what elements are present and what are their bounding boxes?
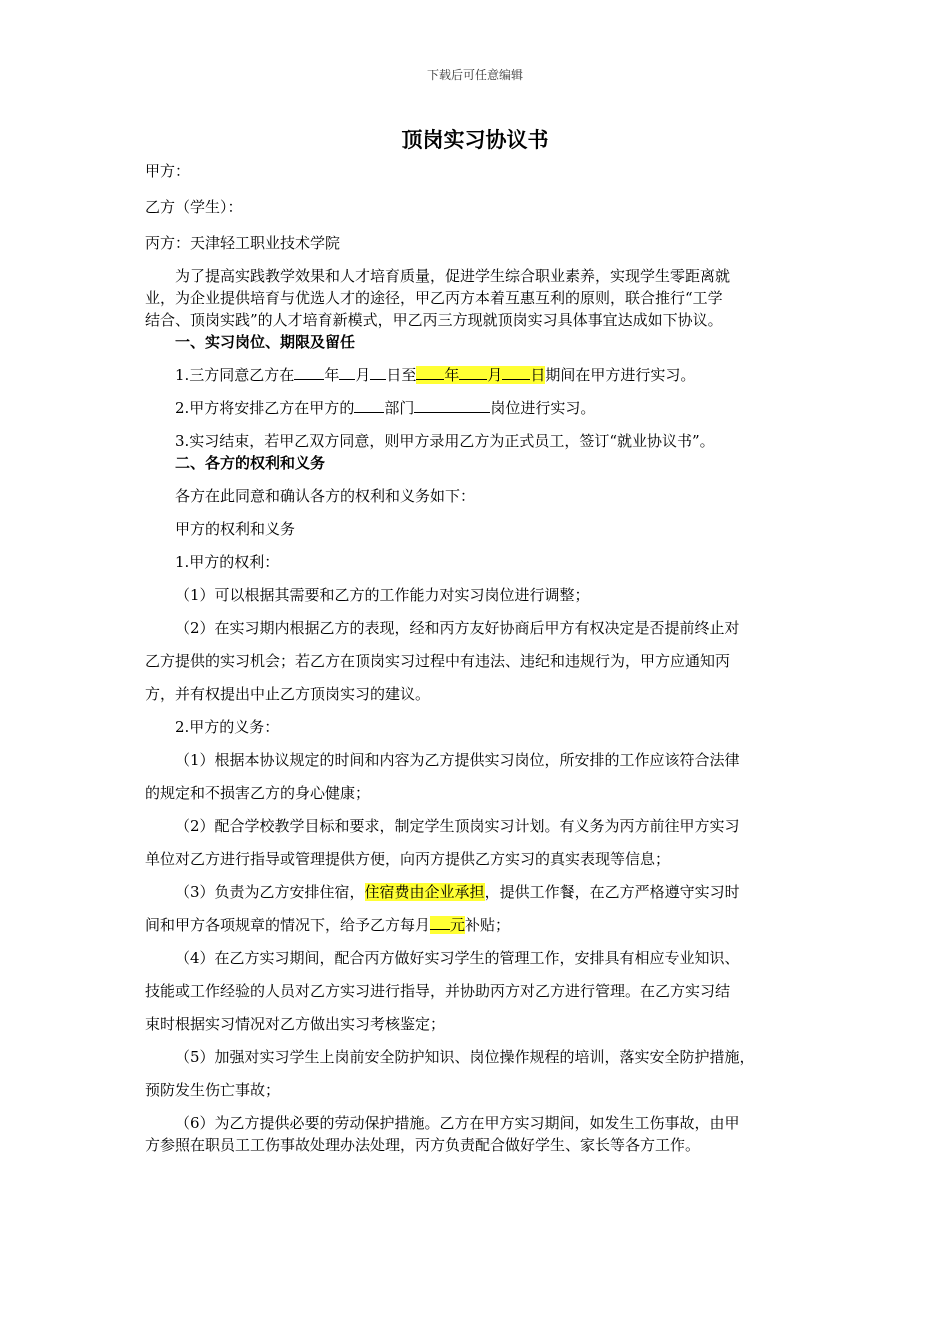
- duty-3-line-2: [145, 914, 807, 936]
- duty-3-text-a: （3）负责为乙方安排住宿，: [175, 883, 365, 901]
- end-day-blank: [502, 364, 530, 380]
- party-a-line: 甲方：: [145, 162, 191, 180]
- duty-2-line-1: （2）配合学校教学目标和要求，制定学生顶岗实习计划。有义务为丙方前往甲方实习: [175, 817, 740, 835]
- item-2-text-a: 2.甲方将安排乙方在甲方的: [175, 399, 355, 417]
- section-1-item-2: [145, 397, 807, 419]
- duty-2-line-2: 单位对乙方进行指导或管理提供方便，向丙方提供乙方实习的真实表现等信息；: [145, 850, 671, 868]
- accommodation-fee-highlight: 住宿费由企业承担: [364, 883, 485, 901]
- duty-5-line-1: （5）加强对实习学生上岗前安全防护知识、岗位操作规程的培训，落实安全防护措施，: [175, 1048, 755, 1066]
- section-1-heading: 一、实习岗位、期限及留任: [175, 333, 356, 351]
- party-a-duties-title: 2.甲方的义务：: [175, 718, 280, 736]
- right-2-line-1: （2）在实习期内根据乙方的表现，经和丙方友好协商后甲方有权决定是否提前终止对: [175, 619, 740, 637]
- end-date-highlight: [416, 366, 545, 384]
- duty-4-line-2: 技能或工作经验的人员对乙方实习进行指导，并协助丙方对乙方进行管理。在乙方实习结: [145, 982, 731, 1000]
- intro-line-1: 为了提高实践教学效果和人才培育质量，促进学生综合职业素养，实现学生零距离就: [175, 267, 731, 285]
- item-1-text-a: 1.三方同意乙方在: [175, 366, 295, 384]
- item-1-text-e: 年: [444, 366, 460, 384]
- duty-3-text-d: 间和甲方各项规章的情况下，给予乙方每月: [145, 916, 431, 934]
- item-2-text-b: 部门: [384, 399, 415, 417]
- end-year-blank: [416, 364, 444, 380]
- end-month-blank: [459, 364, 487, 380]
- subsidy-amount-blank: [430, 914, 450, 930]
- duty-4-line-1: （4）在乙方实习期间，配合丙方做好实习学生的管理工作，安排具有相应专业知识、: [175, 949, 740, 967]
- item-1-text-b: 年: [324, 366, 340, 384]
- duty-6-line-2: 方参照在职员工工伤事故处理办法处理，丙方负责配合做好学生、家长等各方工作。: [145, 1136, 701, 1154]
- party-a-rights-duties-title: 甲方的权利和义务: [175, 520, 296, 538]
- section-2-intro: 各方在此同意和确认各方的权利和义务如下：: [175, 487, 476, 505]
- duty-3-line-1: [145, 881, 807, 903]
- right-1: （1）可以根据其需要和乙方的工作能力对实习岗位进行调整；: [175, 586, 590, 604]
- party-b-line: 乙方（学生）：: [145, 198, 243, 216]
- duty-1-line-1: （1）根据本协议规定的时间和内容为乙方提供实习岗位，所安排的工作应该符合法律: [175, 751, 740, 769]
- intro-line-2: 业，为企业提供培育与优选人才的途径，甲乙丙方本着互惠互利的原则，联合推行“工学: [145, 289, 723, 307]
- section-2-heading: 二、各方的权利和义务: [175, 454, 326, 472]
- section-1-item-3: 3.实习结束，若甲乙双方同意，则甲方录用乙方为正式员工，签订“就业协议书”。: [175, 432, 715, 450]
- right-2-line-3: 方，并有权提出中止乙方顶岗实习的建议。: [145, 685, 431, 703]
- item-1-text-d: 日至: [386, 366, 417, 384]
- day-blank: [370, 364, 386, 380]
- duty-3-text-f: 补贴；: [465, 916, 511, 934]
- duty-3-text-c: ，提供工作餐，在乙方严格遵守实习时: [484, 883, 740, 901]
- duty-5-line-2: 预防发生伤亡事故；: [145, 1081, 281, 1099]
- month-blank: [339, 364, 355, 380]
- document-title: 顶岗实习协议书: [401, 127, 549, 152]
- department-blank: [354, 397, 384, 413]
- intro-line-3: 结合、顶岗实践”的人才培育新模式，甲乙丙三方现就顶岗实习具体事宜达成如下协议。: [145, 311, 723, 329]
- item-1-text-f: 月: [487, 366, 503, 384]
- item-1-text-c: 月: [355, 366, 371, 384]
- subsidy-unit: 元: [450, 916, 466, 934]
- right-2-line-2: 乙方提供的实习机会；若乙方在顶岗实习过程中有违法、违纪和违规行为，甲方应通知丙: [145, 652, 731, 670]
- party-a-rights-title: 1.甲方的权利：: [175, 553, 280, 571]
- document-body: [145, 160, 807, 1156]
- subsidy-highlight: [430, 916, 465, 934]
- header-note: 下载后可任意编辑: [426, 68, 523, 82]
- year-blank: [294, 364, 324, 380]
- party-c-line: 丙方：天津轻工职业技术学院: [145, 234, 341, 252]
- item-2-text-c: 岗位进行实习。: [490, 399, 596, 417]
- position-blank: [414, 397, 490, 413]
- section-1-item-1: [145, 364, 807, 386]
- item-1-text-g: 日: [530, 366, 546, 384]
- duty-4-line-3: 束时根据实习情况对乙方做出实习考核鉴定；: [145, 1015, 446, 1033]
- duty-6-line-1: （6）为乙方提供必要的劳动保护措施。乙方在甲方实习期间，如发生工伤事故，由甲: [175, 1114, 740, 1132]
- item-1-text-h: 期间在甲方进行实习。: [545, 366, 696, 384]
- duty-1-line-2: 的规定和不损害乙方的身心健康；: [145, 784, 371, 802]
